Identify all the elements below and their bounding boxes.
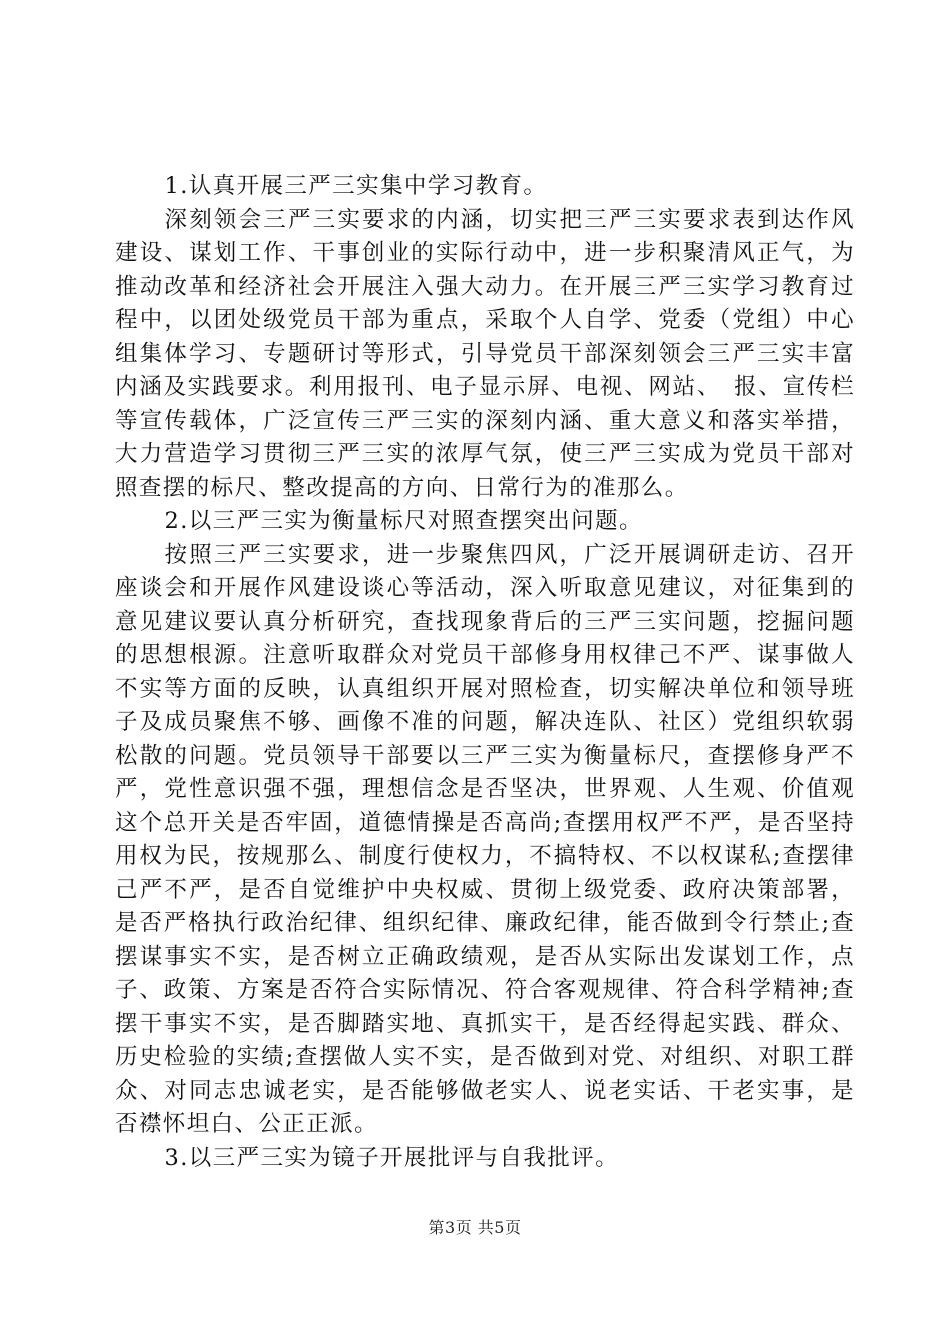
heading-item-3: 3.以三严三实为镜子开展批评与自我批评。 xyxy=(164,1144,619,1171)
document-body xyxy=(115,170,855,1175)
heading-item-2: 2.以三严三实为衡量标尺对照查摆突出问题。 xyxy=(164,508,643,534)
body-paragraph-2: 按照三严三实要求，进一步聚焦四风，广泛开展调研走访、召开座谈会和开展作风建设谈心等活动，深入听取意见建议，对征集到的意见建议要认真分析研究，查找现象背后的三严三实问题，挖掘问题的思想根源。注意听取群众对党员干部修身用权律己不严、谋事做人不实等方面的反映，认真组织开展对照检查，切实解决单位和领导班子及成员聚焦不够、画像不准的问题，解决连队、社区）党组织软弱松散的问题。党员领导干部要以三严三实为衡量标尺，查摆修身严不严，党性意识强不强，理想信念是否坚决，世界观、人生观、价值观这个总开关是否牢固，道德情操是否高尚;查摆用权严不严，是否坚持用权为民，按规那么、制度行使权力，不搞特权、不以权谋私;查摆律己严不严，是否自觉维护中央权威、贯彻上级党委、政府决策部署，是否严格执行政治纪律、组织纪律、廉政纪律，能否做到令行禁止;查摆谋事实不实，是否树立正确政绩观，是否从实际出发谋划工作，点子、政策、方案是否符合实际情况、符合客观规律、符合科学精神;查摆干事实不实，是否脚踏实地、真抓实干，是否经得起实践、群众、历史检验的实绩;查摆做人实不实，是否做到对党、对组织、对职工群众、对同志忠诚老实，是否能够做老实人、说老实话、干老实事，是否襟怀坦白、公正正派。 xyxy=(115,541,855,1137)
body-paragraph-1: 深刻领会三严三实要求的内涵，切实把三严三实要求表到达作风建设、谋划工作、干事创业的实际行动中，进一步积聚清风正气，为推动改革和经济社会开展注入强大动力。在开展三严三实学习教育过程中，以团处级党员干部为重点，采取个人自学、党委（党组）中心组集体学习、专题研讨等形式，引导党员干部深刻领会三严三实丰富内涵及实践要求。利用报刊、电子显示屏、电视、网站、 报、宣传栏等宣传载体，广泛宣传三严三实的深刻内涵、重大意义和落实举措，大力营造学习贯彻三严三实的浓厚气氛，使三严三实成为党员干部对照查摆的标尺、整改提高的方向、日常行为的准那么。 xyxy=(115,206,855,501)
page-number-footer: 第3页 共5页 xyxy=(428,1218,522,1237)
heading-item-1: 1.认真开展三严三实集中学习教育。 xyxy=(164,173,548,199)
